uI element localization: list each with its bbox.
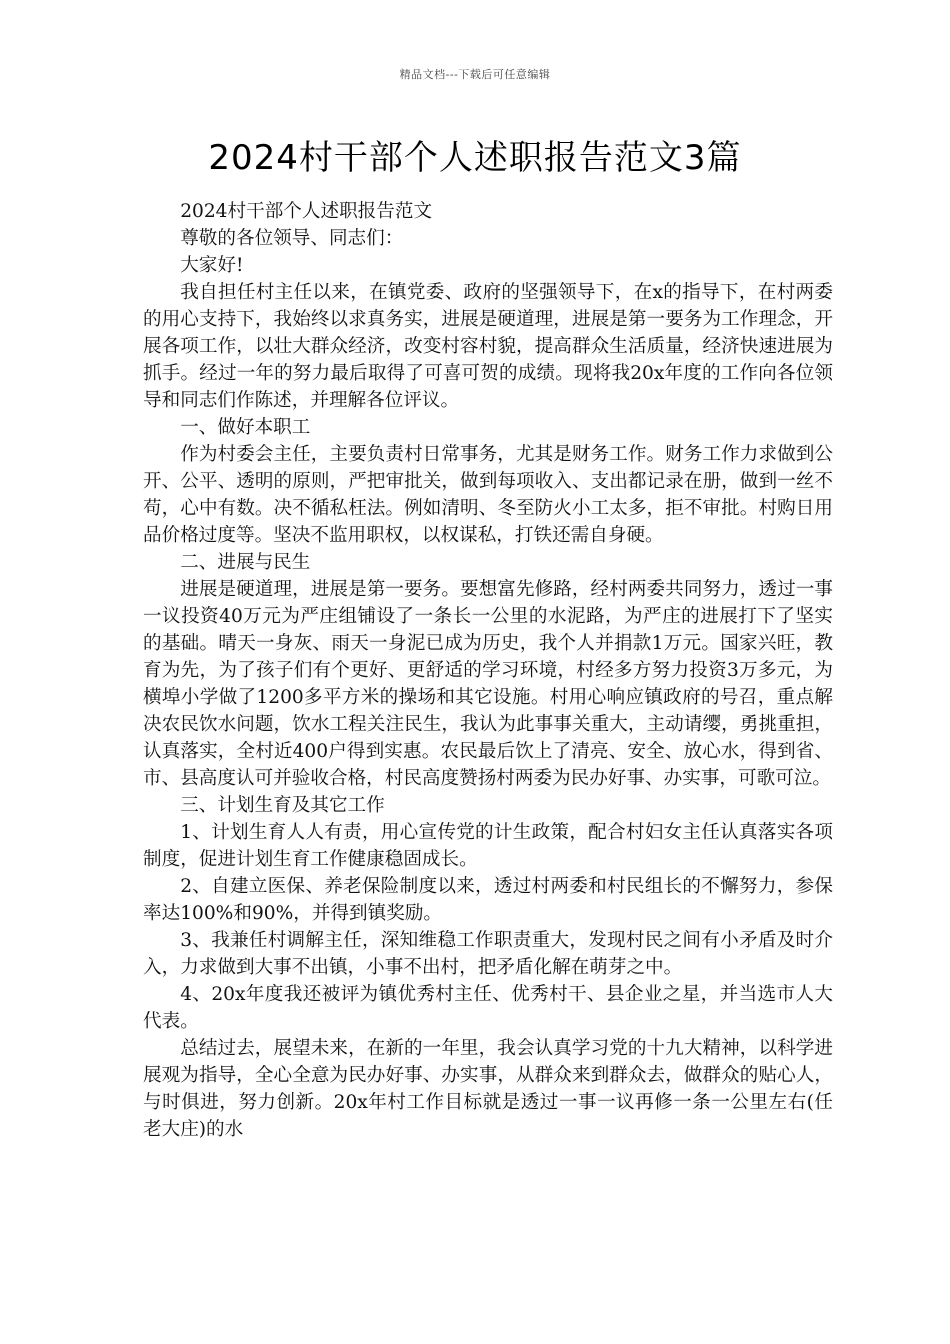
section-heading-1: 一、做好本职工 (180, 417, 311, 438)
paragraph-item-2: 2、自建立医保、养老保险制度以来，透过村两委和村民组长的不懈努力，参保率达100%和90%，并得到镇奖励。 (143, 876, 833, 924)
section-heading-3: 三、计划生育及其它工作 (180, 795, 385, 816)
page-header: 精品文档---下载后可任意编辑 (399, 68, 551, 81)
document-title: 2024村干部个人述职报告范文3篇 (208, 138, 742, 178)
paragraph-intro: 我自担任村主任以来，在镇党委、政府的坚强领导下，在x的指导下，在村两委的用心支持下，我始终以求真务实，进展是硬道理，进展是第一要务为工作理念，开展各项工作，以壮大群众经济，改变村容村貌，提高群众生活质量，经济快速进展为抓手。经过一年的努力最后取得了可喜可贺的成绩。现将我20x年度的工作向各位领导和同志们作陈述，并理解各位评议。 (143, 282, 833, 411)
paragraph-item-3: 3、我兼任村调解主任，深知维稳工作职责重大，发现村民之间有小矛盾及时介入，力求做到大事不出镇，小事不出村，把矛盾化解在萌芽之中。 (143, 930, 833, 978)
paragraph-salutation: 尊敬的各位领导、同志们： (180, 228, 404, 249)
paragraph-greeting: 大家好! (180, 255, 244, 276)
paragraph-subtitle: 2024村干部个人述职报告范文 (180, 201, 433, 222)
paragraph-item-1: 1、计划生育人人有责，用心宣传党的计生政策，配合村妇女主任认真落实各项制度，促进计划生育工作健康稳固成长。 (143, 822, 833, 870)
paragraph-section-1: 作为村委会主任，主要负责村日常事务，尤其是财务工作。财务工作力求做到公开、公平、透明的原则，严把审批关，做到每项收入、支出都记录在册，做到一丝不苟，心中有数。决不循私枉法。例如清明、冬至防火小工太多，拒不审批。村购日用品价格过度等。坚决不监用职权，以权谋私，打铁还需自身硬。 (143, 444, 833, 546)
paragraph-item-4: 4、20x年度我还被评为镇优秀村主任、优秀村干、县企业之星，并当选市人大代表。 (143, 984, 833, 1032)
paragraph-summary: 总结过去，展望未来，在新的一年里，我会认真学习党的十九大精神，以科学进展观为指导，全心全意为民办好事、办实事，从群众来到群众去，做群众的贴心人，与时俱进，努力创新。20x年村工作目标就是透过一事一议再修一条一公里左右(任老大庄)的水 (143, 1038, 833, 1140)
paragraph-section-2: 进展是硬道理，进展是第一要务。要想富先修路，经村两委共同努力，透过一事一议投资40万元为严庄组铺设了一条长一公里的水泥路，为严庄的进展打下了坚实的基础。晴天一身灰、雨天一身泥已成为历史，我个人并捐款1万元。国家兴旺，教育为先，为了孩子们有个更好、更舒适的学习环境，村经多方努力投资3万多元，为横埠小学做了1200多平方米的操场和其它设施。村用心响应镇政府的号召，重点解决农民饮水问题，饮水工程关注民生，我认为此事事关重大，主动请缨，勇挑重担，认真落实，全村近400户得到实惠。农民最后饮上了清亮、安全、放心水，得到省、市、县高度认可并验收合格，村民高度赞扬村两委为民办好事、办实事，可歌可泣。 (143, 579, 833, 789)
section-heading-2: 二、进展与民生 (180, 552, 311, 573)
document-body (143, 198, 833, 1143)
